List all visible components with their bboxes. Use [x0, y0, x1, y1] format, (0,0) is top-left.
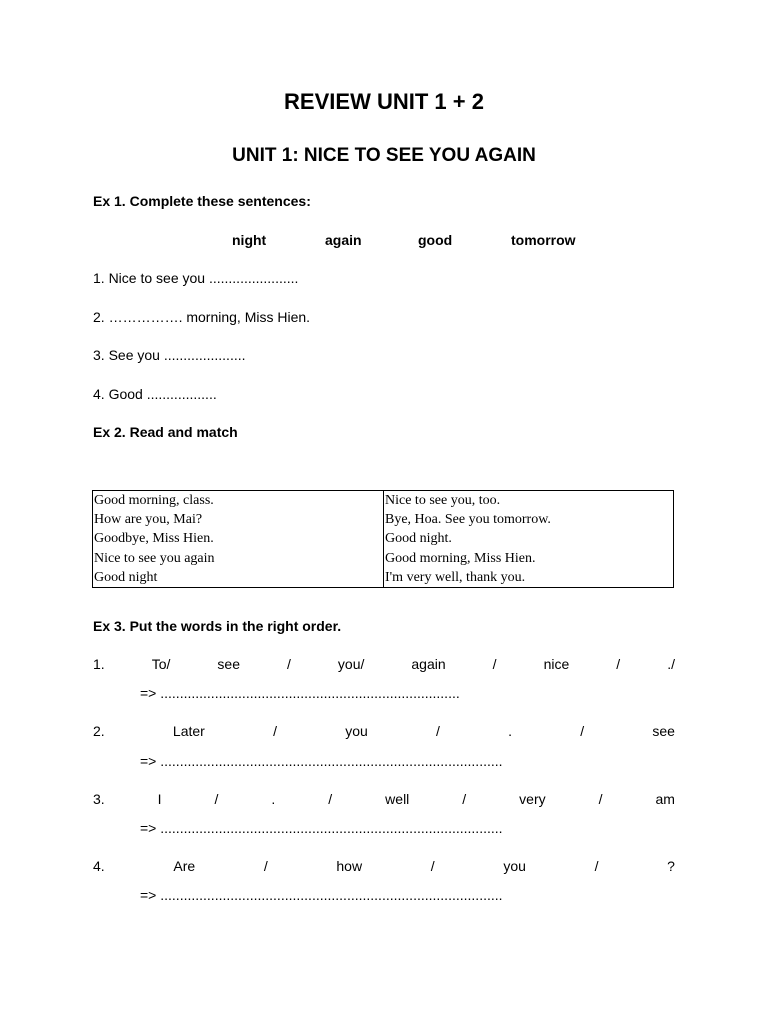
ex1-sentence: 2. ……………. morning, Miss Hien.	[93, 309, 311, 325]
word-token: 4.	[93, 858, 105, 874]
answer-line: => ........................................................................................	[140, 753, 503, 769]
word-token: /	[263, 858, 268, 874]
word-token: Later	[172, 723, 205, 739]
word-token: ./	[667, 656, 675, 672]
word-token: Are	[173, 858, 196, 874]
word-token: ?	[667, 858, 675, 874]
ex3-heading: Ex 3. Put the words in the right order.	[93, 618, 342, 634]
word-token: nice	[543, 656, 570, 672]
word-token: see	[652, 723, 675, 739]
answer-line: => .............................................................................	[140, 685, 460, 701]
word-bank-item: good	[418, 232, 453, 248]
word-token: /	[328, 791, 333, 807]
match-right-item: Bye, Hoa. See you tomorrow.	[385, 512, 551, 528]
ex2-heading: Ex 2. Read and match	[93, 424, 238, 440]
word-token: 3.	[93, 791, 105, 807]
match-right-item: Good morning, Miss Hien.	[385, 550, 536, 566]
match-left-item: Goodbye, Miss Hien.	[94, 531, 214, 547]
word-token: 1.	[93, 656, 105, 672]
word-token: well	[385, 791, 410, 807]
word-token: /	[430, 858, 435, 874]
answer-line: => ........................................................................................	[140, 887, 503, 903]
word-token: /	[462, 791, 467, 807]
match-right-item: I'm very well, thank you.	[385, 569, 526, 585]
match-right-item: Good night.	[385, 531, 452, 547]
word-token: you	[345, 723, 368, 739]
word-token: .	[508, 723, 513, 739]
word-token: am	[655, 791, 675, 807]
match-left-item: Good morning, class.	[94, 493, 214, 508]
word-token: you	[503, 858, 526, 874]
ex3-item-1	[93, 656, 675, 672]
word-token: /	[492, 656, 497, 672]
match-left-item: How are you, Mai?	[94, 512, 203, 528]
ex3-item-3	[93, 791, 675, 807]
word-token: I	[157, 791, 162, 807]
ex1-sentence: 3. See you .....................	[93, 347, 246, 363]
word-token: /	[580, 723, 585, 739]
match-right-item: Nice to see you, too.	[385, 493, 501, 508]
unit-title: UNIT 1: NICE TO SEE YOU AGAIN	[232, 145, 536, 166]
ex3-item-2	[93, 723, 675, 739]
word-token: /	[436, 723, 440, 739]
word-token: very	[519, 791, 546, 807]
match-left-item: Good night	[94, 569, 158, 585]
match-left-item: Nice to see you again	[94, 550, 215, 566]
match-right-column	[384, 491, 674, 588]
word-token: /	[273, 723, 277, 739]
ex3-item-4	[93, 858, 675, 874]
word-token: /	[214, 791, 219, 807]
match-left-column	[93, 491, 384, 588]
word-token: 2.	[93, 723, 105, 739]
ex1-heading: Ex 1. Complete these sentences:	[93, 193, 311, 209]
word-token: /	[598, 791, 603, 807]
ex1-sentence: 4. Good ..................	[93, 386, 217, 402]
word-token: .	[271, 791, 276, 807]
word-token: see	[217, 656, 240, 672]
word-token: To/	[151, 656, 171, 672]
word-token: /	[287, 656, 291, 672]
word-token: how	[336, 858, 363, 874]
word-token: /	[616, 656, 621, 672]
word-bank-item: night	[232, 232, 267, 248]
answer-line: => ........................................................................................	[140, 820, 503, 836]
word-bank-item: again	[325, 232, 362, 248]
word-token: you/	[337, 656, 365, 672]
word-token: again	[411, 656, 446, 672]
word-token: /	[594, 858, 599, 874]
page-title: REVIEW UNIT 1 + 2	[284, 89, 484, 114]
match-table	[92, 490, 674, 588]
ex1-sentence: 1. Nice to see you .......................	[93, 270, 299, 286]
word-bank-item: tomorrow	[511, 232, 576, 248]
